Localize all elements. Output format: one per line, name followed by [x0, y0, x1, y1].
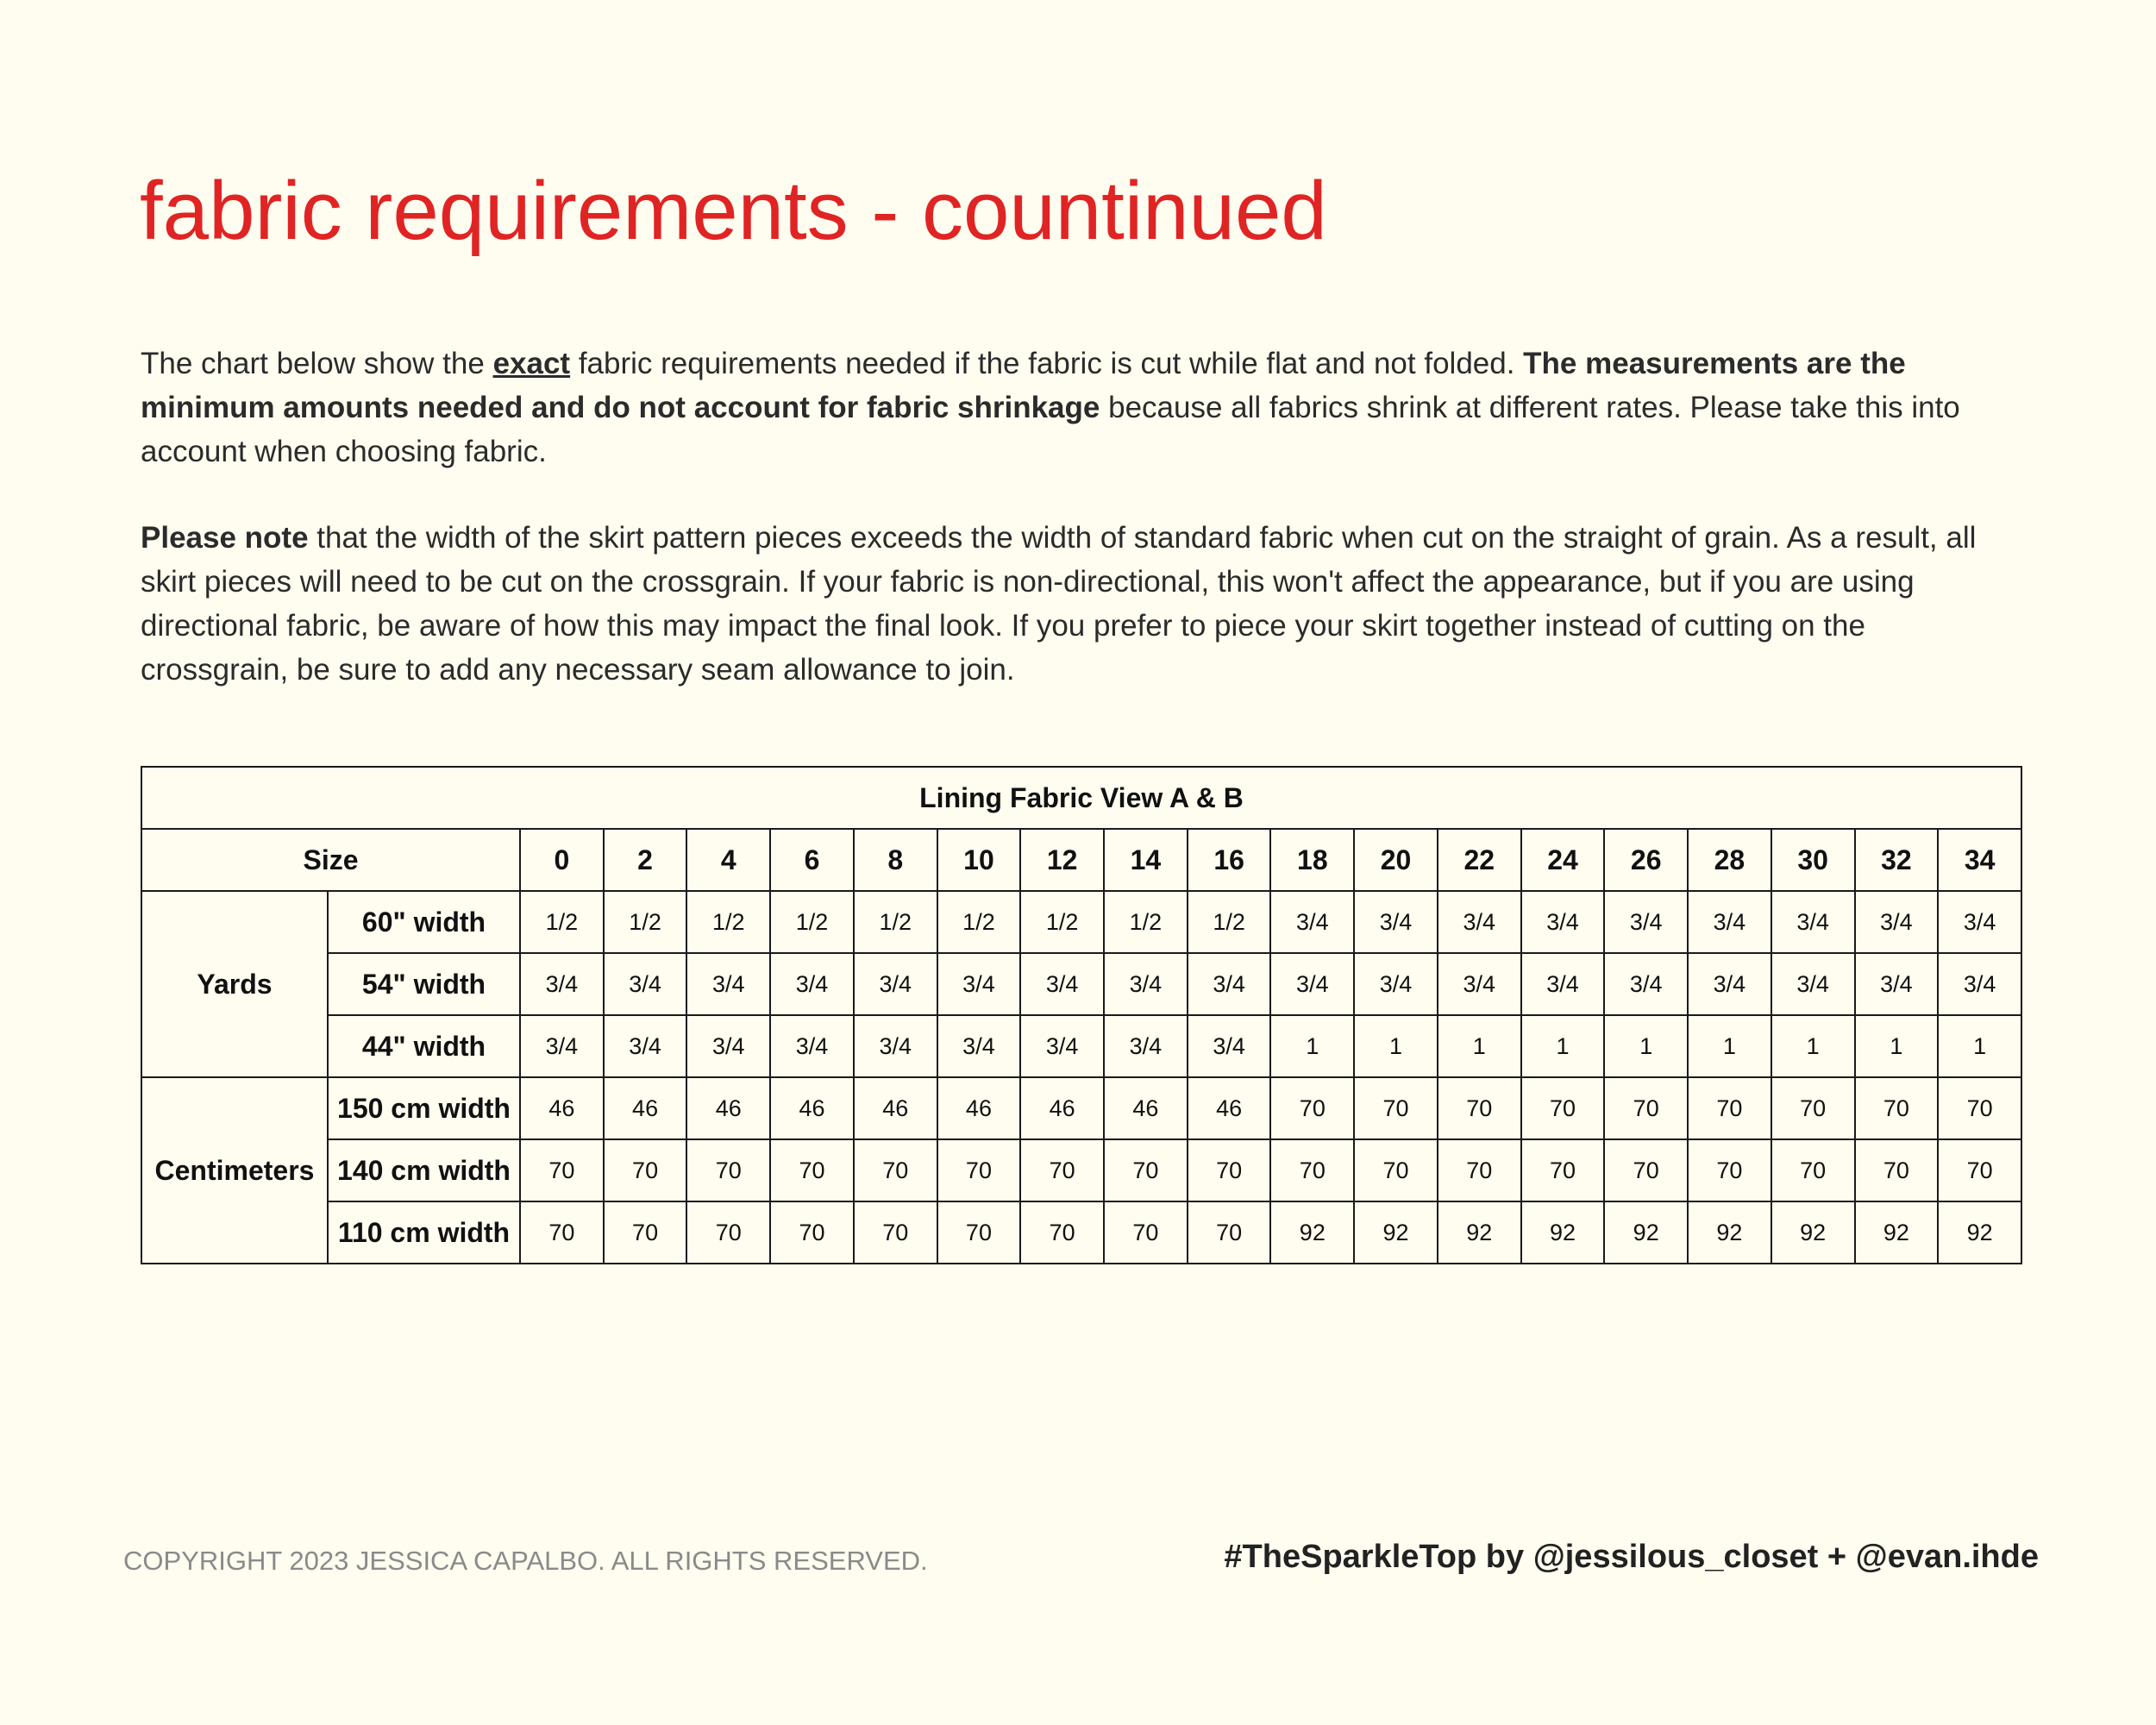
amount-cell: 70	[1270, 1077, 1354, 1139]
size-header-cell: 4	[686, 829, 770, 891]
size-header-cell: 6	[770, 829, 854, 891]
size-header-cell: 2	[604, 829, 687, 891]
amount-cell: 70	[1438, 1077, 1521, 1139]
amount-cell: 3/4	[1855, 891, 1939, 953]
size-header-cell: 32	[1855, 829, 1939, 891]
amount-cell: 70	[1020, 1201, 1104, 1264]
amount-cell: 70	[686, 1201, 770, 1264]
table-row	[141, 1201, 2021, 1264]
amount-cell: 92	[1938, 1201, 2021, 1264]
size-header-cell: 18	[1270, 829, 1354, 891]
note-text: that the width of the skirt pattern pieces exceeds the width of standard fabric when cut on the straight of grain. As a result, all skirt pieces will need to be cut on the crossgrain. If your fabric is non-directional, this won't affect the appearance, but if you are using directional fabric, be aware of how this may impact the final look. If you prefer to piece your skirt together instead of cutting on the crossgrain, be sure to add any necessary seam allowance to join.	[141, 521, 1977, 687]
amount-cell: 46	[854, 1077, 937, 1139]
amount-cell: 70	[520, 1139, 604, 1201]
amount-cell: 3/4	[1938, 953, 2021, 1015]
intro-text-3: because all fabrics shrink at different rates. Please take this into account when choosing fabric.	[141, 391, 1960, 468]
amount-cell: 46	[686, 1077, 770, 1139]
table-body	[141, 767, 2021, 1264]
amount-cell: 1	[1771, 1015, 1855, 1077]
amount-cell: 70	[1104, 1139, 1188, 1201]
amount-cell: 1/2	[937, 891, 1021, 953]
amount-cell: 1	[1270, 1015, 1354, 1077]
unit-group-label: Yards	[141, 891, 328, 1077]
amount-cell: 70	[1688, 1139, 1771, 1201]
amount-cell: 1	[1521, 1015, 1605, 1077]
amount-cell: 70	[1771, 1139, 1855, 1201]
intro-paragraph	[141, 342, 2021, 474]
amount-cell: 1	[1604, 1015, 1688, 1077]
table-row	[141, 1139, 2021, 1201]
size-header-cell: 28	[1688, 829, 1771, 891]
amount-cell: 70	[770, 1139, 854, 1201]
size-header-cell: 14	[1104, 829, 1188, 891]
amount-cell: 3/4	[1521, 953, 1605, 1015]
amount-cell: 3/4	[1604, 891, 1688, 953]
amount-cell: 70	[1604, 1077, 1688, 1139]
amount-cell: 70	[770, 1201, 854, 1264]
table-caption: Lining Fabric View A & B	[141, 767, 2021, 829]
amount-cell: 70	[1855, 1077, 1939, 1139]
amount-cell: 1	[1354, 1015, 1438, 1077]
fabric-width-label: 60" width	[328, 891, 520, 953]
amount-cell: 3/4	[1020, 1015, 1104, 1077]
amount-cell: 3/4	[1688, 891, 1771, 953]
fabric-requirements-table	[141, 766, 2022, 1264]
amount-cell: 3/4	[1438, 953, 1521, 1015]
amount-cell: 3/4	[1188, 1015, 1271, 1077]
size-header-cell: 26	[1604, 829, 1688, 891]
size-header-cell: 30	[1771, 829, 1855, 891]
amount-cell: 70	[1270, 1139, 1354, 1201]
intro-bold-statement: The measurements are the minimum amounts needed and do not account for fabric shrinkage	[141, 347, 1906, 424]
size-header-row	[141, 829, 2021, 891]
amount-cell: 1/2	[1020, 891, 1104, 953]
amount-cell: 70	[686, 1139, 770, 1201]
amount-cell: 70	[1938, 1077, 2021, 1139]
amount-cell: 3/4	[1354, 953, 1438, 1015]
amount-cell: 70	[854, 1139, 937, 1201]
fabric-width-label: 150 cm width	[328, 1077, 520, 1139]
fabric-width-label: 44" width	[328, 1015, 520, 1077]
amount-cell: 3/4	[1604, 953, 1688, 1015]
amount-cell: 3/4	[604, 953, 687, 1015]
amount-cell: 1	[1688, 1015, 1771, 1077]
size-header-label: Size	[141, 829, 520, 891]
amount-cell: 3/4	[937, 1015, 1021, 1077]
amount-cell: 92	[1521, 1201, 1605, 1264]
amount-cell: 70	[1604, 1139, 1688, 1201]
amount-cell: 3/4	[1354, 891, 1438, 953]
amount-cell: 3/4	[770, 953, 854, 1015]
amount-cell: 70	[1354, 1077, 1438, 1139]
amount-cell: 92	[1270, 1201, 1354, 1264]
size-header-cell: 10	[937, 829, 1021, 891]
table-row	[141, 953, 2021, 1015]
amount-cell: 3/4	[1855, 953, 1939, 1015]
amount-cell: 1/2	[686, 891, 770, 953]
amount-cell: 70	[520, 1201, 604, 1264]
amount-cell: 70	[604, 1201, 687, 1264]
amount-cell: 46	[770, 1077, 854, 1139]
amount-cell: 70	[1771, 1077, 1855, 1139]
credit-line: #TheSparkleTop by @jessilous_closet + @evan.ihde	[1224, 1539, 2039, 1575]
size-header-cell: 20	[1354, 829, 1438, 891]
amount-cell: 70	[1438, 1139, 1521, 1201]
size-header-cell: 34	[1938, 829, 2021, 891]
amount-cell: 1/2	[1104, 891, 1188, 953]
amount-cell: 70	[604, 1139, 687, 1201]
amount-cell: 3/4	[1771, 953, 1855, 1015]
amount-cell: 92	[1771, 1201, 1855, 1264]
amount-cell: 70	[937, 1201, 1021, 1264]
amount-cell: 70	[1521, 1077, 1605, 1139]
amount-cell: 3/4	[686, 953, 770, 1015]
fabric-width-label: 140 cm width	[328, 1139, 520, 1201]
amount-cell: 1/2	[854, 891, 937, 953]
amount-cell: 70	[937, 1139, 1021, 1201]
size-header-cell: 22	[1438, 829, 1521, 891]
amount-cell: 92	[1855, 1201, 1939, 1264]
intro-text-2: fabric requirements needed if the fabric is cut while flat and not folded.	[570, 347, 1524, 380]
amount-cell: 92	[1688, 1201, 1771, 1264]
amount-cell: 1/2	[770, 891, 854, 953]
fabric-width-label: 110 cm width	[328, 1201, 520, 1264]
amount-cell: 46	[520, 1077, 604, 1139]
amount-cell: 46	[937, 1077, 1021, 1139]
amount-cell: 1	[1938, 1015, 2021, 1077]
amount-cell: 46	[1104, 1077, 1188, 1139]
amount-cell: 3/4	[1104, 953, 1188, 1015]
amount-cell: 70	[1354, 1139, 1438, 1201]
amount-cell: 70	[1188, 1201, 1271, 1264]
fabric-width-label: 54" width	[328, 953, 520, 1015]
amount-cell: 70	[854, 1201, 937, 1264]
amount-cell: 3/4	[604, 1015, 687, 1077]
amount-cell: 3/4	[520, 1015, 604, 1077]
intro-text-1: The chart below show the	[141, 347, 493, 380]
size-header-cell: 8	[854, 829, 937, 891]
amount-cell: 70	[1020, 1139, 1104, 1201]
size-header-cell: 16	[1188, 829, 1271, 891]
amount-cell: 3/4	[937, 953, 1021, 1015]
amount-cell: 46	[1020, 1077, 1104, 1139]
amount-cell: 1/2	[520, 891, 604, 953]
amount-cell: 3/4	[854, 953, 937, 1015]
amount-cell: 3/4	[1188, 953, 1271, 1015]
amount-cell: 3/4	[1104, 1015, 1188, 1077]
size-header-cell: 24	[1521, 829, 1605, 891]
amount-cell: 3/4	[1688, 953, 1771, 1015]
copyright-notice: COPYRIGHT 2023 JESSICA CAPALBO. ALL RIGHTS RESERVED.	[123, 1546, 928, 1576]
amount-cell: 70	[1104, 1201, 1188, 1264]
amount-cell: 3/4	[1771, 891, 1855, 953]
amount-cell: 70	[1855, 1139, 1939, 1201]
amount-cell: 46	[604, 1077, 687, 1139]
table-row	[141, 1077, 2021, 1139]
amount-cell: 46	[1188, 1077, 1271, 1139]
amount-cell: 3/4	[1521, 891, 1605, 953]
amount-cell: 3/4	[1438, 891, 1521, 953]
size-header-cell: 0	[520, 829, 604, 891]
amount-cell: 70	[1521, 1139, 1605, 1201]
amount-cell: 92	[1354, 1201, 1438, 1264]
note-paragraph	[141, 516, 2021, 692]
note-bold-label: Please note	[141, 521, 309, 555]
amount-cell: 70	[1938, 1139, 2021, 1201]
table-row	[141, 1015, 2021, 1077]
amount-cell: 1/2	[604, 891, 687, 953]
table-row	[141, 891, 2021, 953]
amount-cell: 3/4	[1020, 953, 1104, 1015]
size-header-cell: 12	[1020, 829, 1104, 891]
unit-group-label: Centimeters	[141, 1077, 328, 1264]
amount-cell: 3/4	[1270, 891, 1354, 953]
amount-cell: 3/4	[854, 1015, 937, 1077]
amount-cell: 70	[1688, 1077, 1771, 1139]
amount-cell: 70	[1188, 1139, 1271, 1201]
amount-cell: 1	[1855, 1015, 1939, 1077]
page-title: fabric requirements - countinued	[140, 165, 1327, 257]
amount-cell: 3/4	[1270, 953, 1354, 1015]
intro-exact-emphasis: exact	[492, 347, 571, 380]
amount-cell: 3/4	[520, 953, 604, 1015]
amount-cell: 3/4	[1938, 891, 2021, 953]
amount-cell: 1/2	[1188, 891, 1271, 953]
amount-cell: 3/4	[770, 1015, 854, 1077]
amount-cell: 92	[1438, 1201, 1521, 1264]
amount-cell: 92	[1604, 1201, 1688, 1264]
table-caption-row	[141, 767, 2021, 829]
amount-cell: 1	[1438, 1015, 1521, 1077]
amount-cell: 3/4	[686, 1015, 770, 1077]
